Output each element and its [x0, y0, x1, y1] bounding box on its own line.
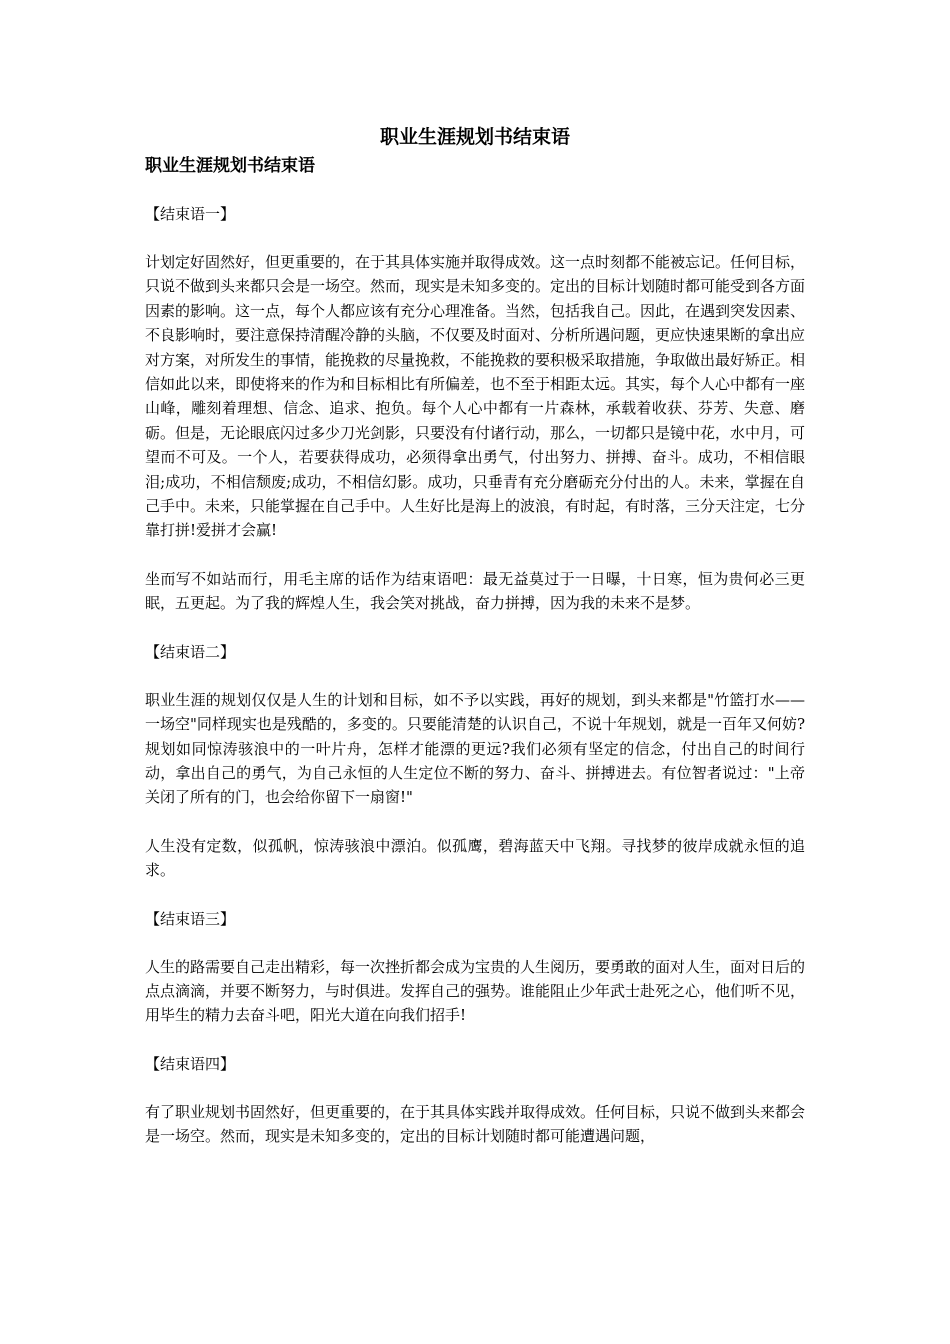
section-2-paragraph-1: 职业生涯的规划仅仅是人生的计划和目标，如不予以实践，再好的规划，到头来都是"竹篮打水——一场空"同样现实也是残酷的，多变的。只要能清楚的认识自己，不说十年规划，就是一百年又何妨?规划如同惊涛骇浪中的一叶片舟，怎样才能漂的更远?我们必须有坚定的信念，付出自己的时间行动，拿出自己的勇气，为自己永恒的人生定位不断的努力、奋斗、拼搏进去。有位智者说过："上帝关闭了所有的门，也会给你留下一扇窗!" [145, 690, 805, 807]
section-1-paragraph-2: 坐而写不如站而行，用毛主席的话作为结束语吧：最无益莫过于一日曝，十日寒，恒为贵何必三更眠，五更起。为了我的辉煌人生，我会笑对挑战，奋力拼搏，因为我的未来不是梦。 [145, 569, 805, 613]
section-1-paragraph-1: 计划定好固然好，但更重要的，在于其具体实施并取得成效。这一点时刻都不能被忘记。任何目标，只说不做到头来都只会是一场空。然而，现实是未知多变的。定出的目标计划随时都可能受到各方面因素的影响。这一点，每个人都应该有充分心理准备。当然，包括我自己。因此，在遇到突发因素、不良影响时，要注意保持清醒冷静的头脑，不仅要及时面对、分析所遇问题，更应快速果断的拿出应对方案，对所发生的事情，能挽救的尽量挽救，不能挽救的要积极采取措施，争取做出最好矫正。相信如此以来，即使将来的作为和目标相比有所偏差，也不至于相距太远。其实，每个人心中都有一座山峰，雕刻着理想、信念、追求、抱负。每个人心中都有一片森林，承载着收获、芬芳、失意、磨砺。但是，无论眼底闪过多少刀光剑影，只要没有付诸行动，那么，一切都只是镜中花，水中月，可望而不可及。一个人，若要获得成功，必须得拿出勇气，付出努力、拼搏、奋斗。成功，不相信眼泪;成功，不相信颓废;成功，不相信幻影。成功，只垂青有充分磨砺充分付出的人。未来，掌握在自己手中。未来，只能掌握在自己手中。人生好比是海上的波浪，有时起，有时落，三分天注定，七分靠打拼!爱拼才会赢! [145, 253, 806, 540]
section-heading-2: 【结束语二】 [145, 642, 236, 661]
document-title: 职业生涯规划书结束语 [379, 126, 570, 148]
section-2-paragraph-2: 人生没有定数，似孤帆，惊涛骇浪中漂泊。似孤鹰，碧海蓝天中飞翔。寻找梦的彼岸成就永恒的追求。 [145, 836, 805, 880]
document-page [145, 122, 805, 1149]
section-heading-3: 【结束语三】 [145, 909, 236, 928]
section-3-paragraph-1: 人生的路需要自己走出精彩，每一次挫折都会成为宝贵的人生阅历，要勇敢的面对人生，面对日后的点点滴滴，并要不断努力，与时俱进。发挥自己的强势。谁能阻止少年武士赴死之心，他们听不见，用毕生的精力去奋斗吧，阳光大道在向我们招手! [145, 957, 806, 1025]
document-subtitle: 职业生涯规划书结束语 [145, 156, 315, 176]
section-heading-4: 【结束语四】 [145, 1054, 236, 1073]
section-4-paragraph-1: 有了职业规划书固然好，但更重要的，在于其具体实践并取得成效。任何目标，只说不做到头来都会是一场空。然而，现实是未知多变的，定出的目标计划随时都可能遭遇问题， [145, 1102, 806, 1146]
section-heading-1: 【结束语一】 [145, 205, 236, 223]
